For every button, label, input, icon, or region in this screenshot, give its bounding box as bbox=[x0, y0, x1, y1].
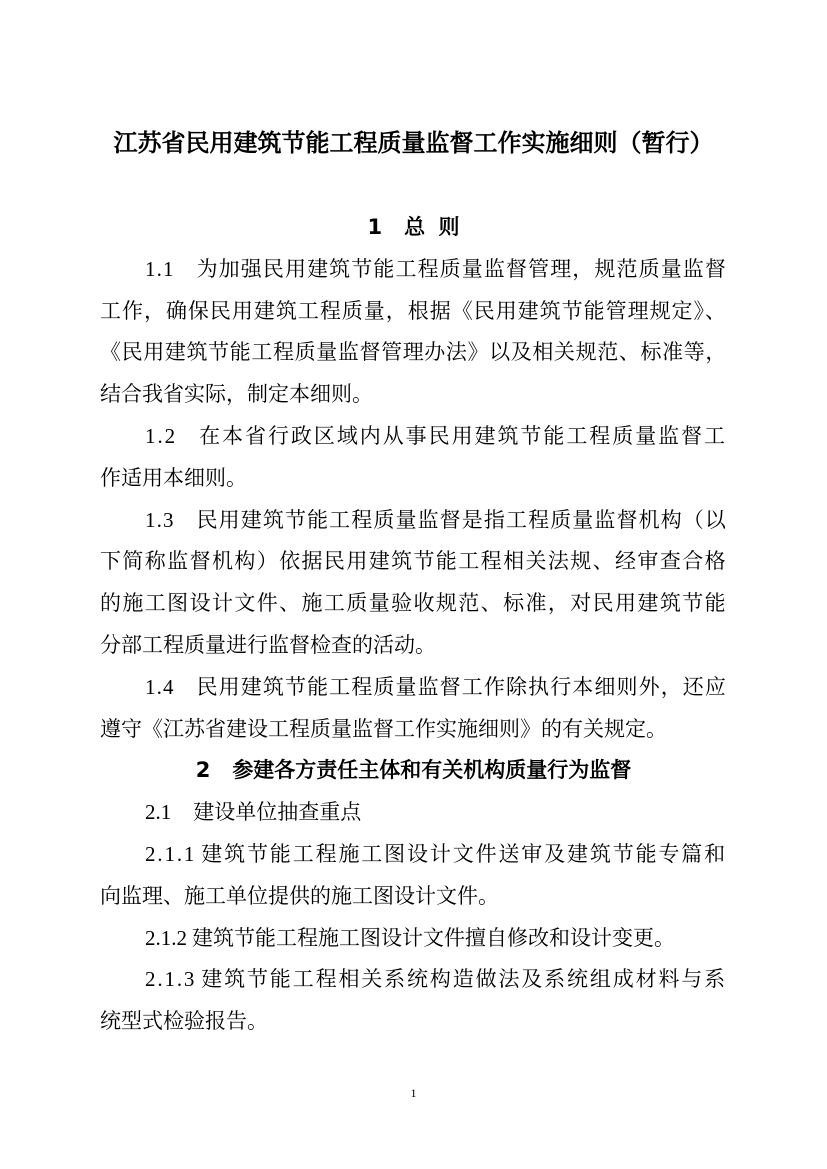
section-heading-2 bbox=[100, 750, 727, 792]
clause-text: 向监理、施工单位提供的施工图设计文件。 bbox=[100, 883, 499, 908]
clause-line bbox=[100, 834, 727, 876]
clause-line bbox=[100, 918, 727, 960]
clause-line bbox=[100, 876, 727, 918]
clause-text: 建筑节能工程施工图设计文件擅自修改和设计变更。 bbox=[192, 925, 675, 950]
clause-text: 统型式检验报告。 bbox=[100, 1009, 268, 1034]
clause-text: 为加强民用建筑节能工程质量监督管理，规范质量监督 bbox=[196, 256, 728, 281]
clause-text: 分部工程质量进行监督检查的活动。 bbox=[100, 632, 436, 657]
clause-1-2 bbox=[100, 416, 727, 500]
clause-line bbox=[100, 416, 727, 458]
clause-text: 遵守《江苏省建设工程质量监督工作实施细则》的有关规定。 bbox=[100, 716, 667, 741]
clause-text: 下简称监督机构）依据民用建筑节能工程相关法规、经审查合格 bbox=[100, 549, 727, 574]
clause-2-1-2 bbox=[100, 918, 727, 960]
clause-2-1-3 bbox=[100, 959, 727, 1043]
clause-number: 2.1.2 bbox=[145, 925, 187, 950]
clause-number: 2.1 bbox=[145, 800, 172, 825]
clause-text: 民用建筑节能工程质量监督是指工程质量监督机构（以 bbox=[196, 507, 728, 532]
clause-line bbox=[100, 249, 727, 291]
clause-number: 2.1.3 bbox=[145, 967, 197, 992]
clause-line bbox=[100, 583, 727, 625]
clause-text: 建筑节能工程相关系统构造做法及系统组成材料与系 bbox=[201, 967, 728, 992]
clause-line bbox=[100, 709, 727, 751]
clause-number: 1.1 bbox=[145, 256, 175, 281]
clause-text: 民用建筑节能工程质量监督工作除执行本细则外，还应 bbox=[196, 674, 728, 699]
clause-2-1 bbox=[100, 792, 727, 834]
clause-text: 工作，确保民用建筑工程质量，根据《民用建筑节能管理规定》、 bbox=[100, 298, 727, 323]
section-number: 1 bbox=[367, 215, 383, 239]
document-body bbox=[100, 207, 727, 1043]
clause-text: 结合我省实际，制定本细则。 bbox=[100, 382, 373, 407]
section-number: 2 bbox=[195, 758, 211, 783]
clause-line bbox=[100, 458, 727, 500]
clause-line bbox=[100, 374, 727, 416]
section-title: 总 则 bbox=[404, 215, 460, 239]
page-number: 1 bbox=[410, 1086, 417, 1100]
section-heading-1 bbox=[100, 207, 727, 249]
clause-line bbox=[100, 959, 727, 1001]
clause-1-4 bbox=[100, 667, 727, 751]
clause-line bbox=[100, 625, 727, 667]
clause-text: 建设单位抽查重点 bbox=[193, 800, 362, 825]
clause-line bbox=[100, 500, 727, 542]
section-title: 参建各方责任主体和有关机构质量行为监督 bbox=[232, 758, 632, 783]
clause-text: 《民用建筑节能工程质量监督管理办法》以及相关规范、标准等， bbox=[100, 340, 727, 365]
clause-line bbox=[100, 332, 727, 374]
clause-2-1-1 bbox=[100, 834, 727, 918]
clause-1-3 bbox=[100, 500, 727, 667]
clause-number: 1.4 bbox=[145, 674, 175, 699]
clause-text: 的施工图设计文件、施工质量验收规范、标准，对民用建筑节能 bbox=[100, 591, 727, 616]
clause-number: 1.3 bbox=[145, 507, 175, 532]
clause-text: 建筑节能工程施工图设计文件送审及建筑节能专篇和 bbox=[201, 841, 728, 866]
document-title: 江苏省民用建筑节能工程质量监督工作实施细则（暂行） bbox=[113, 129, 714, 157]
clause-number: 2.1.1 bbox=[145, 841, 197, 866]
clause-line bbox=[100, 792, 727, 834]
clause-line bbox=[100, 667, 727, 709]
clause-line bbox=[100, 291, 727, 333]
clause-number: 1.2 bbox=[145, 423, 178, 448]
clause-line bbox=[100, 541, 727, 583]
clause-text: 在本省行政区域内从事民用建筑节能工程质量监督工 bbox=[199, 423, 728, 448]
clause-line bbox=[100, 1001, 727, 1043]
clause-1-1 bbox=[100, 249, 727, 416]
clause-text: 作适用本细则。 bbox=[100, 465, 247, 490]
